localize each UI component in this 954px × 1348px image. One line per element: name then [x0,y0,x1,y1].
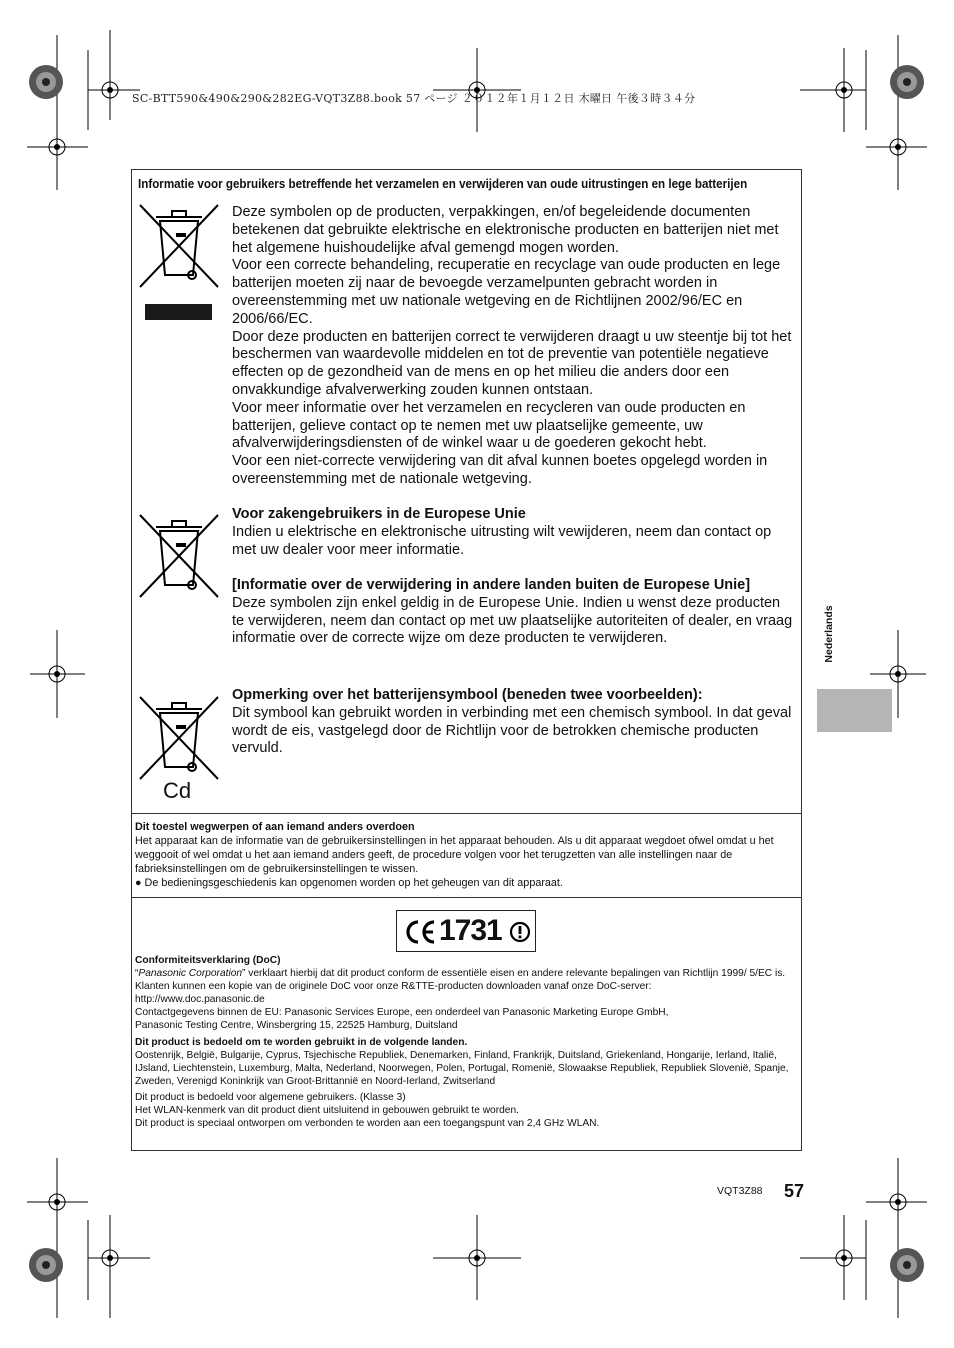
business-users-block [232,506,796,559]
divider [131,897,802,898]
class-text: Dit product is bedoeld voor algemene gebruikers. (Klasse 3) [135,1091,406,1103]
crossed-bin-icon [138,695,220,781]
bullet-icon: ● [135,877,145,889]
intro-para-4: Voor meer informatie over het verzamelen en recycleren van oude producten en batterijen, gelieve contact op te nemen met uw plaatselijke gemeente, uw afvalverwijderingsdiensten of de winkel waar u de goederen gekocht hebt. [232,399,746,452]
print-header: SC-BTT590&490&290&282EG-VQT3Z88.book 57 ページ ２０１２年１月１２日 木曜日 午後３時３４分 [132,92,696,105]
intro-paragraphs [232,204,796,489]
divider [131,813,802,814]
doc-text: “Panasonic Corporation” verklaart hierbij dat dit product conform de essentiële eisen en andere relevante bepalingen van Richtlijn 1999/ 5/EC is. [135,968,786,980]
contact-line-2: Panasonic Testing Centre, Winsbergring 15, 22525 Hamburg, Duitsland [135,1020,458,1032]
language-label: Nederlands [823,605,835,663]
page-number: 57 [784,1181,805,1201]
conformity-block [135,954,800,1130]
intro-para-3: Door deze producten en batterijen correct te verwijderen draagt u uw steentje bij tot het beschermen van waardevolle middelen en tot de preventie van potentiële negatieve effecten op de gezondheid van de mens en op het milieu die anders door een onvakkundige afvalverwerking zouden kunnen ontstaan. [232,328,792,398]
doc-title: Conformiteitsverklaring (DoC) [135,955,281,966]
ce-mark [396,910,536,952]
crossed-bin-icon [138,513,220,599]
intro-para-1: Deze symbolen op de producten, verpakkingen, en/of begeleidende documenten betekenen dat gebruikte elektrische en elektronische producten en batterijen niet met het algemene huishoudelijke afval gemengd mogen worden. [232,204,779,256]
battery-text: Dit symbool kan gebruikt worden in verbinding met een chemisch symbool. In dat geval wordt de eis, vastgelegd door de Richtlijn voor de betrokken chemische producten vervuld. [232,704,792,757]
chemical-symbol: Cd [163,778,192,803]
outside-text: Deze symbolen zijn enkel geldig in de Europese Unie. Indien u wenst deze producten te verwijderen, neem dan contact op met uw plaatselijke autoriteiten of dealer, en vraag informatie over de correcte wijze om deze producten te verwijderen. [232,594,793,647]
document-code: VQT3Z88 [717,1185,763,1197]
dispose-title: Dit toestel wegwerpen of aan iemand anders overdoen [135,821,415,833]
dispose-text: Het apparaat kan de informatie van de gebruikersinstellingen in het apparaat behouden. Als u dit apparaat wegdoet ofwel omdat u het weggooit of wel omdat u het aan iemand anders geeft, de procedure volgen voor het terugzetten van alle instellingen naar de fabrieksinstellingen om de gebruikersinstellingen te wissen. [135,835,774,875]
alert-circle-icon [509,921,531,943]
battery-title: Opmerking over het batterijensymbool (beneden twee voorbeelden): [232,687,703,703]
dispose-bullet: ● De bedieningsgeschiedenis kan opgenomen worden op het geheugen van dit apparaat. [135,877,563,889]
access-point-text: Dit product is speciaal ontworpen om verbonden te worden aan een toegangspunt van 2,4 GHz WLAN. [135,1118,600,1130]
intro-para-5: Voor een niet-correcte verwijdering van dit afval kunnen boetes opgelegd worden in overeenstemming met de nationale wetgeving. [232,453,768,487]
countries-title: Dit product is bedoeld om te worden gebruikt in de volgende landen. [135,1036,468,1048]
crossed-bin-icon [138,203,220,289]
separation-bar [145,304,212,320]
outside-eu-block [232,577,796,648]
business-text: Indien u elektrische en elektronische uitrusting wilt vewijderen, neem dan contact op met uw dealer voor meer informatie. [232,523,772,558]
language-tab [817,689,892,732]
ce-number: 1731 [439,914,502,947]
download-text: Klanten kunnen een kopie van de originele DoC voor onze R&TTE-producten downloaden vanaf onze DoC-server: [135,981,652,993]
countries-list: Oostenrijk, België, Bulgarije, Cyprus, Tsjechische Republiek, Denemarken, Finland, Frankrijk, Duitsland, Griekenland, Hongarije, Ierland, Italië, IJsland, Liechtenstein, Luxemburg, Malta, Nederland, Noorwegen, Polen, Portugal, Romenië, Slowaakse Republiek, Republiek Slovenië, Spanje, Zweden, Verenigd Koninkrijk van Groot-Brittannië en Noord-Ierland, Zwitserland [135,1049,789,1087]
dispose-block [135,820,795,890]
business-title: Voor zakengebruikers in de Europese Unie [232,506,526,522]
battery-symbol-block [232,687,796,758]
ce-logo-icon [403,919,437,945]
wlan-text: Het WLAN-kenmerk van dit product dient uitsluitend in gebouwen gebruikt te worden. [135,1105,519,1117]
contact-line-1: Contactgegevens binnen de EU: Panasonic Services Europe, een onderdeel van Panasonic Marketing Europe GmbH, [135,1007,669,1019]
section-title: Informatie voor gebruikers betreffende het verzamelen en verwijderen van oude uitrustingen en lege batterijen [138,177,748,191]
doc-url[interactable]: http://www.doc.panasonic.de [135,994,265,1006]
intro-para-2: Voor een correcte behandeling, recuperatie en recyclage van oude producten en lege batterijen moeten zij naar de bevoegde verzamelpunten gebracht worden in overeenstemming met uw nationale wetgeving en de Richtlijnen 2002/96/EC en 2006/66/EC. [232,257,781,327]
outside-title: [Informatie over de verwijdering in andere landen buiten de Europese Unie] [232,577,751,593]
